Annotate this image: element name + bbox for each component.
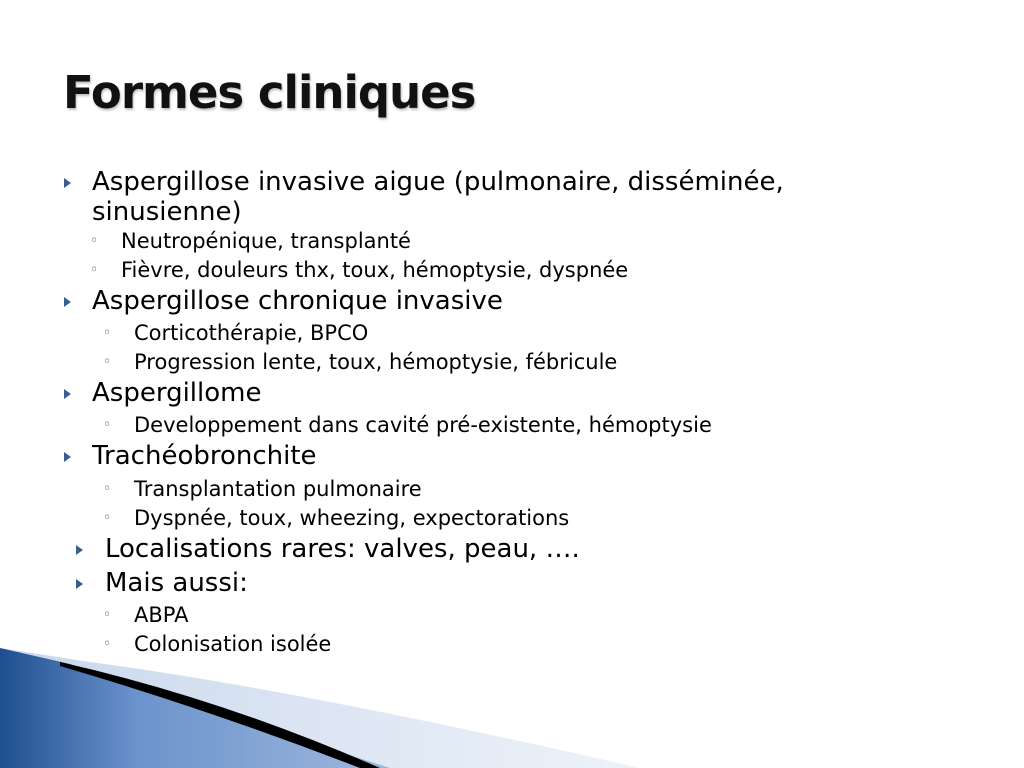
sub-bullet-item: Neutropénique, transplanté bbox=[121, 229, 411, 253]
sub-bullet-item: Transplantation pulmonaire bbox=[134, 477, 422, 501]
circle-outline-icon: ◦ bbox=[90, 262, 99, 278]
bullet-item-1: Aspergillose invasive aigue (pulmonaire, disséminée, sinusienne) bbox=[92, 167, 784, 227]
sub-bullet-item: Progression lente, toux, hémoptysie, fébricule bbox=[134, 350, 618, 374]
circle-outline-icon: ◦ bbox=[90, 233, 99, 249]
triangle-right-icon bbox=[64, 178, 71, 188]
sub-bullet-item: Dyspnée, toux, wheezing, expectorations bbox=[134, 506, 570, 530]
sub-bullet-item: Corticothérapie, BPCO bbox=[134, 321, 369, 345]
triangle-right-icon bbox=[76, 545, 83, 555]
sub-bullet-item: Colonisation isolée bbox=[134, 632, 332, 656]
decorative-wave-band bbox=[0, 600, 1024, 768]
bullet-item-6: Mais aussi: bbox=[105, 568, 248, 598]
sub-bullet-item: ABPA bbox=[134, 603, 189, 627]
circle-outline-icon: ◦ bbox=[103, 510, 112, 526]
bullet-item-4: Trachéobronchite bbox=[92, 441, 317, 471]
triangle-right-icon bbox=[64, 452, 71, 462]
slide-title: Formes cliniques bbox=[63, 66, 476, 119]
circle-outline-icon: ◦ bbox=[103, 417, 112, 433]
circle-outline-icon: ◦ bbox=[103, 325, 112, 341]
triangle-right-icon bbox=[76, 579, 83, 589]
bullet-item-3: Aspergillome bbox=[92, 378, 262, 408]
bullet-item-2: Aspergillose chronique invasive bbox=[92, 286, 503, 316]
circle-outline-icon: ◦ bbox=[103, 354, 112, 370]
bullet-item-5: Localisations rares: valves, peau, …. bbox=[105, 534, 580, 564]
sub-bullet-item: Fièvre, douleurs thx, toux, hémoptysie, dyspnée bbox=[121, 258, 629, 282]
circle-outline-icon: ◦ bbox=[103, 607, 112, 623]
triangle-right-icon bbox=[64, 297, 71, 307]
circle-outline-icon: ◦ bbox=[103, 636, 112, 652]
circle-outline-icon: ◦ bbox=[103, 481, 112, 497]
triangle-right-icon bbox=[64, 389, 71, 399]
sub-bullet-item: Developpement dans cavité pré-existente, hémoptysie bbox=[134, 413, 712, 437]
